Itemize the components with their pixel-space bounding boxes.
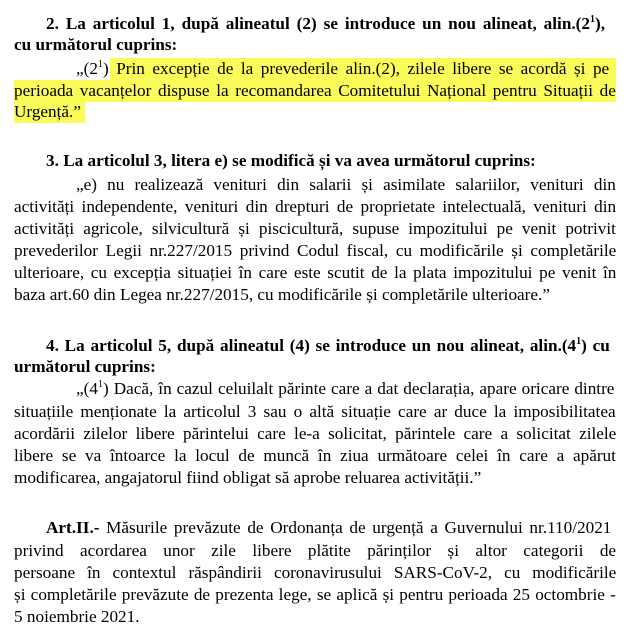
art-2-first-line: Art.II.- Măsurile prevăzute de Ordonanța de urgență a Guvernului nr.110/2021 — [46, 518, 612, 537]
item-4-quote-line: $„(4^1)$ Dacă, în cazul celuilalt părinte care a dat declarația, apare oricare dintre — [76, 379, 615, 398]
art-2-line: 5 noiembrie 2021. — [14, 607, 140, 626]
item-2-heading-cont: cu următorul cuprins: — [14, 35, 178, 54]
item-2-quote-line: Urgență.” — [14, 102, 81, 121]
item-4-heading-cont: următorul cuprins: — [14, 357, 156, 376]
item-4-line: modificarea, angajatorul fiind obligat să aprobe reluarea activității.” — [14, 468, 482, 487]
item-4-line: libere se va întoarce la locul de muncă în ziua următoare celei în care a apărut — [14, 446, 616, 465]
item-3-line: activități agricole, silvicultură și piscicultură, supuse impozitului pe venit potrivit — [14, 219, 616, 238]
art-2-line: și completările prevăzute de prezenta lege, se aplică și pentru perioada 25 octombrie - — [14, 585, 616, 604]
item-3-heading: 3. La articolul 3, litera e) se modifică și va avea următorul cuprins: — [46, 151, 536, 170]
item-4-line: situațiile menționate la articolul 3 sau o altă situație care ar duce la imposibilitatea — [14, 402, 616, 421]
item-3-line: activități independente, venituri din drepturi de proprietate intelectuală, venituri din — [14, 197, 617, 216]
item-2-heading: 2. La articolul 1, după alineatul (2) se introduce un nou alineat, $alin.(2^1)$, — [46, 14, 606, 33]
item-2-quote-line: perioada vacanțelor dispuse la recomandarea Comitetului Național pentru Situații de — [14, 81, 616, 100]
item-4-line: acordării zilelor libere părintelui care le-a solicitat, părintele care a solicitat zilele — [14, 424, 617, 443]
item-3-line: baza art.60 din Legea nr.227/2015, cu modificările și completările ulterioare.” — [14, 285, 550, 304]
art-2-line: privind acordarea unor zile libere plătite părinților și altor categorii de — [14, 541, 617, 560]
item-3-line: prevederilor Legii nr.227/2015 privind Codul fiscal, cu modificările și completările — [14, 241, 617, 260]
item-3-line: ulterioare, cu excepția situației în care este scutit de la plata impozitului pe venit în — [14, 263, 617, 282]
item-4-heading: 4. La articolul 5, după alineatul (4) se introduce un nou alineat, $alin.(4^1)$ cu — [46, 336, 610, 355]
art-2-line: persoane în contextul răspândirii coronavirusului SARS-CoV-2, cu modificările — [14, 563, 617, 582]
item-2-quote-line: $„(2^1)$ Prin excepție de la prevederile alin.(2), zilele libere se acordă și pe — [76, 59, 610, 78]
item-3-line: „e) nu realizează venituri din salarii și asimilate salariilor, venituri din — [76, 175, 616, 194]
